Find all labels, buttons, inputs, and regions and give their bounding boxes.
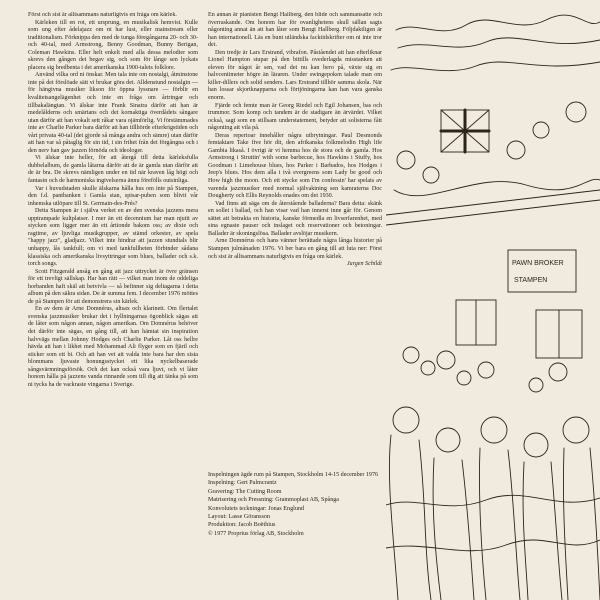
stampen-sketch-illustration (386, 0, 600, 600)
liner-notes-paragraph: Arne Domnérus och hans vänner berättade några långa historier på Stampen julmånaden 1976. Vi ber bara en gång till att luta ner: Först och sist är alltsammans naturligtvis en fråga om kärlek. (208, 238, 382, 260)
credit-line: Matrisering och Pressning: Grammoplast AB, Spånga (208, 497, 340, 504)
credit-line: Konvolutets teckningar: Jonas Englund (208, 505, 304, 512)
sign-text-line1: PAWN BROKER (512, 260, 564, 267)
liner-notes-paragraph: Vad finns att säga om de återstående balladerna? Bara detta: skänk en sollet i ballad, och han visar vad han innerst inne går för. Genom sättet att betrakta en historia, kanske förmedla en livserfarenhet, med sina egnaste pauser och inslaget och reservationer och betoningar. Ballader är skoningslösa. Ballader avslöjar musikern. (208, 200, 382, 237)
liner-notes-paragraph: Kärleken till en rot, ett ursprung, en musikalisk hemvist. Kulle som ung efter ådelajazz om ni har lust, eller mainstream eller traditionalism. Förknippa den med de tunga föregångarna 20- och 30- och 40-tal, med Armstrong, Benny Goodman, Bunny Berigan, Coleman Hawkins. Eller helt enkelt med alla dessa melodier som skrevs den gången det begav sig, och som för långe sen lyckats placera sig bredbenta i det amerikanska 1900-talets folklore. (28, 19, 198, 71)
sign-text-line2: STAMPEN (514, 277, 548, 284)
liner-notes-paragraph: Detta Stampen är i själva verket en av den svenska jazzens mera upptrampade kultplatser. I mer än ett decennium har man njutit av stycken som ligger mer än ett årtionde bakom oss; av dixie och ragtime, av ljuvliga musikgrupper, av stämd orkester, av spela "happy jazz", gladjazz. Vilket inte hindrar att jazzen stundtals blir unhappy, lås tankfull; om vi med tankfullheten förbinder sådana klassiska och amerikanska livsyttringar som blues, ballader och s.k. torch songs. (28, 208, 198, 268)
credit-line: © 1977 Proprius förlag AB, Stockholm (208, 530, 304, 537)
liner-notes-paragraph: Den tredje är Lars Erstrand, vibrafon. Påståendet att han efterliknar Lionel Hampton stupar på den bittills ovederlagda misstanken att eleven för något år sen, vad det nu kan bero på, växte sig en halvcentimeter högre än läraren. Under swingepoken talade man om killer-dillers och solid senders. Lars Erstrand tillhör samma skola. När han lossar skjortknapparna och förtjöningarna kan han vara ganska enorm. (208, 49, 382, 102)
credit-line: Inspelning: Gert Palmcrantz (208, 480, 277, 487)
credit-line: Layout: Lasse Göransson (208, 514, 270, 521)
credit-line: Inspelningen ägde rum på Stampen, Stockholm 14-15 december 1976 (208, 472, 379, 478)
liner-notes-paragraph: Först och sist är alltsammans naturligtvis en fråga om kärlek. (28, 12, 177, 18)
crowd-of-people (386, 407, 600, 600)
recording-credits (208, 472, 382, 539)
liner-notes-paragraph: Använd vilka ord ni önskar. Men tala inte om nostalgi, åtminstone inte på det förslöade sätt vi brukar göra det. Alldenstund nostalgin — för hängivna musiker likson för öppna lyssnare — förblir en kvalitetsangelägenhet och inte en fråga om årtringar och tillbakalängtan. Vi älskar inte Frank Sinatra därför att han är medelålderns och smärtans och det kornaktiga överdådets sångare utan därför att han vokalt sett råkar vara ojämförlig. Vi förstämmades inte av Charlie Parker bara därför att han tillhörde efterkrigstiden och vårt privata 40-tal (det gjorde så många andra och sämre) utan därför att han var så påtaglig för sin tid, i sin frihet från det förgångna och i den nerv han gav jazzen förnöda och ideologer. (28, 72, 198, 154)
balloons (403, 347, 567, 392)
ceiling-scribble (396, 15, 600, 31)
author-signature: Jurgen Schildt (346, 261, 382, 268)
liner-notes-column-2 (208, 12, 382, 444)
liner-notes-paragraph: Vi älskar inte heller, för att återgå till detta kärleksfulla dubbelalbum, de gamla låtarna därför att de är gamla utan därför att de är bra. De skrevs nämligen under en tid när kraven låg högt och fantasin och de harmoniska ingivelserna ännu förefölls outsinliga. (28, 155, 198, 185)
flag-icon (441, 110, 489, 152)
pawnbroker-sign (508, 250, 576, 292)
liner-notes-paragraph: Deras repertoar innehåller några utbrytningar. Paul Desmonds femtaktare Take five hör dit, den afrikanska folkmelodin High life Gambia likaså. I övrigt är vi hemma hos de stora och de gamla. Hos Armstrong i Struttin' with some barbecue, hos Hawkins i Stuffy, hos Goodman i Limehouse blues, hos Parker i Barbados, hos Hodges i Jeep's blues. Hos dem alla i två evergreens som Lady be good och How high the moon. Och ett stycke som I'm confessin' har spelats av varenda jazzmusiker med normal självaktning sen kamraterna Doc Dougherty och Ellis Reynolds enades om det 1930. (208, 132, 382, 200)
credit-line: Produktion: Jacob Boëthius (208, 522, 276, 529)
hanging-lamps (394, 102, 600, 196)
liner-notes-paragraph: Var i huvudstaden skulle älskarna hålla hus om inte på Stampen, den f.d. pantbanken i Gamla stan, spisar-puben som blivit vår inhemska utlöpare till St. Germain-des-Prés? (28, 185, 198, 207)
credit-line: Gravering: The Cutting Room (208, 488, 282, 495)
liner-notes-paragraph: En annan är pianisten Bengt Hallberg, den blide och sammansatte och överraskande. Om honom har för ovanlighetens skull sällan sagts någonting annat än att han låter som Bengt Hallberg. Följdaktligen är han internationell. Läs en bunt utländska facktidskrifter om ni inte tror det. (208, 12, 382, 49)
liner-notes-column-1 (28, 12, 198, 592)
liner-notes-paragraph: En av dem är Arne Domnérus, altsax och klarinett. Om flertalet svenska jazzmusiker brukar det i hyllningarnas ögonblick sägas att de låter som någon annan, någon amerikan. Om Domnérus behöver det därför inte sägas, en gång till, att han hämtat sin inspiration halvvägs mellan Johnny Hodges och Charlie Parker. Låt oss hellre hävda att han i likhet med Mohammad Ali flyger som en fjäril och sticker som ett bi. Och att han vet att valda inte bara har den sista blommans ljuvaste honungsstycket ett lika nyckelbaserade sångsvärmningsförsök. Och det kan också vara ljuvt, och vi låter honom hålla på jazzens vanda rinnande som till dig att tänka på som ni tycks ha de vackraste vingarna i Sverige. (28, 306, 198, 388)
liner-notes-paragraph: Scott Fitzgerald ansåg en gång att jazz uttrycket är övre gränsen för ett trevligt sällskap. Har han rätt — vilket man inom de oddeliga horbanden haft skäl att betvivla — så befinner sig deltagarna i detta album på den säkra sidan. De är summa fem. I december 1976 möttes de på Stampen för att demonstrera sin kärlek. (28, 268, 198, 305)
liner-notes-paragraph: Fjärde och femte man är Georg Riedel och Egil Johansen, bas och trummor. Som komp och tandem är de stadigare än ärvärdet. Vilket också, sagt som en stillsam understatement, betyder att solisterna fått någonting att vila på. (208, 102, 382, 132)
